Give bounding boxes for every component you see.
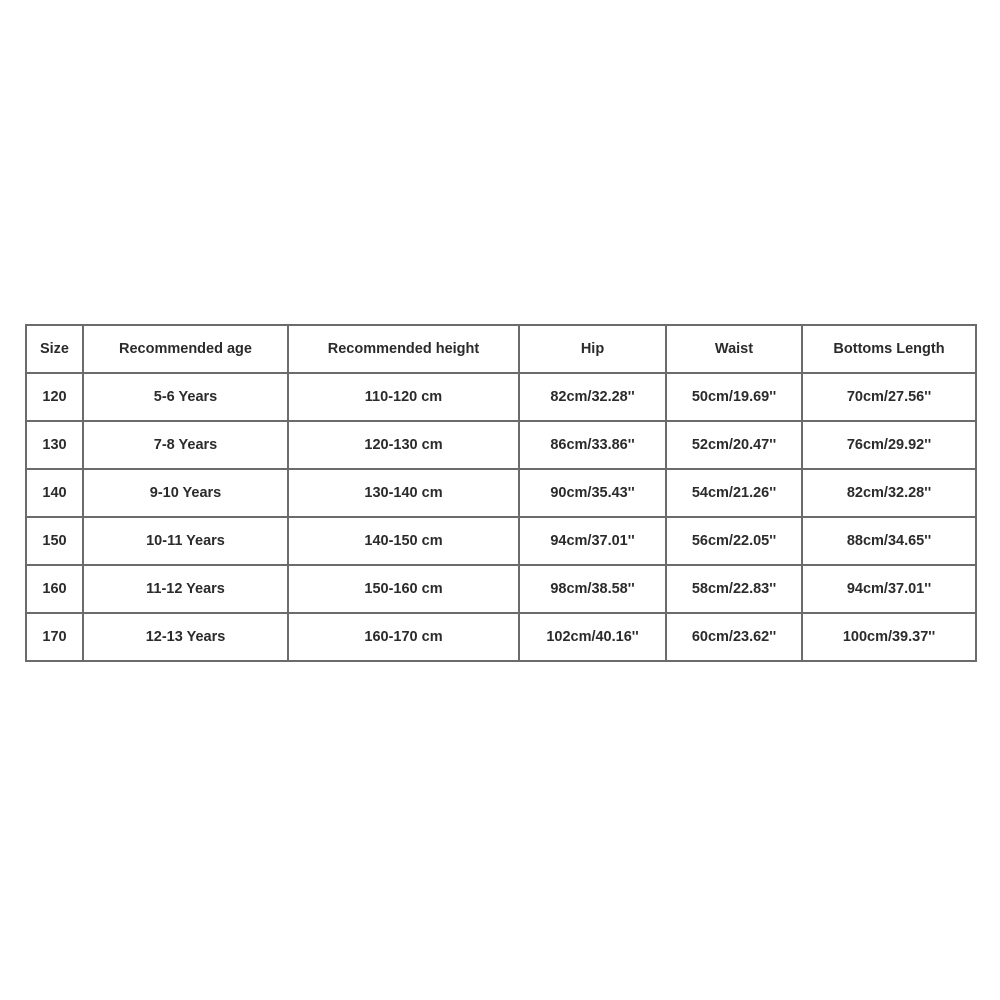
table-row [26, 565, 976, 613]
cell-age: 9-10 Years [83, 469, 288, 517]
table-row [26, 469, 976, 517]
cell-bottoms-length: 94cm/37.01'' [802, 565, 976, 613]
cell-waist: 52cm/20.47'' [666, 421, 802, 469]
cell-waist: 58cm/22.83'' [666, 565, 802, 613]
header-waist: Waist [666, 325, 802, 373]
cell-waist: 50cm/19.69'' [666, 373, 802, 421]
table-row [26, 373, 976, 421]
cell-size: 160 [26, 565, 83, 613]
cell-bottoms-length: 82cm/32.28'' [802, 469, 976, 517]
header-hip: Hip [519, 325, 666, 373]
size-chart-table [25, 324, 977, 662]
cell-bottoms-length: 88cm/34.65'' [802, 517, 976, 565]
cell-height: 110-120 cm [288, 373, 519, 421]
cell-height: 120-130 cm [288, 421, 519, 469]
table-header-row [26, 325, 976, 373]
cell-hip: 82cm/32.28'' [519, 373, 666, 421]
table-row [26, 613, 976, 661]
cell-bottoms-length: 70cm/27.56'' [802, 373, 976, 421]
cell-age: 12-13 Years [83, 613, 288, 661]
cell-size: 120 [26, 373, 83, 421]
cell-hip: 86cm/33.86'' [519, 421, 666, 469]
cell-waist: 54cm/21.26'' [666, 469, 802, 517]
cell-size: 130 [26, 421, 83, 469]
header-recommended-age: Recommended age [83, 325, 288, 373]
cell-hip: 102cm/40.16'' [519, 613, 666, 661]
cell-height: 160-170 cm [288, 613, 519, 661]
cell-bottoms-length: 76cm/29.92'' [802, 421, 976, 469]
cell-waist: 56cm/22.05'' [666, 517, 802, 565]
cell-size: 170 [26, 613, 83, 661]
header-recommended-height: Recommended height [288, 325, 519, 373]
cell-age: 11-12 Years [83, 565, 288, 613]
cell-age: 10-11 Years [83, 517, 288, 565]
table-row [26, 517, 976, 565]
cell-hip: 90cm/35.43'' [519, 469, 666, 517]
cell-height: 130-140 cm [288, 469, 519, 517]
header-size: Size [26, 325, 83, 373]
cell-height: 150-160 cm [288, 565, 519, 613]
cell-size: 140 [26, 469, 83, 517]
cell-height: 140-150 cm [288, 517, 519, 565]
cell-hip: 94cm/37.01'' [519, 517, 666, 565]
header-bottoms-length: Bottoms Length [802, 325, 976, 373]
cell-hip: 98cm/38.58'' [519, 565, 666, 613]
cell-size: 150 [26, 517, 83, 565]
table-row [26, 421, 976, 469]
cell-age: 5-6 Years [83, 373, 288, 421]
cell-age: 7-8 Years [83, 421, 288, 469]
cell-bottoms-length: 100cm/39.37'' [802, 613, 976, 661]
cell-waist: 60cm/23.62'' [666, 613, 802, 661]
